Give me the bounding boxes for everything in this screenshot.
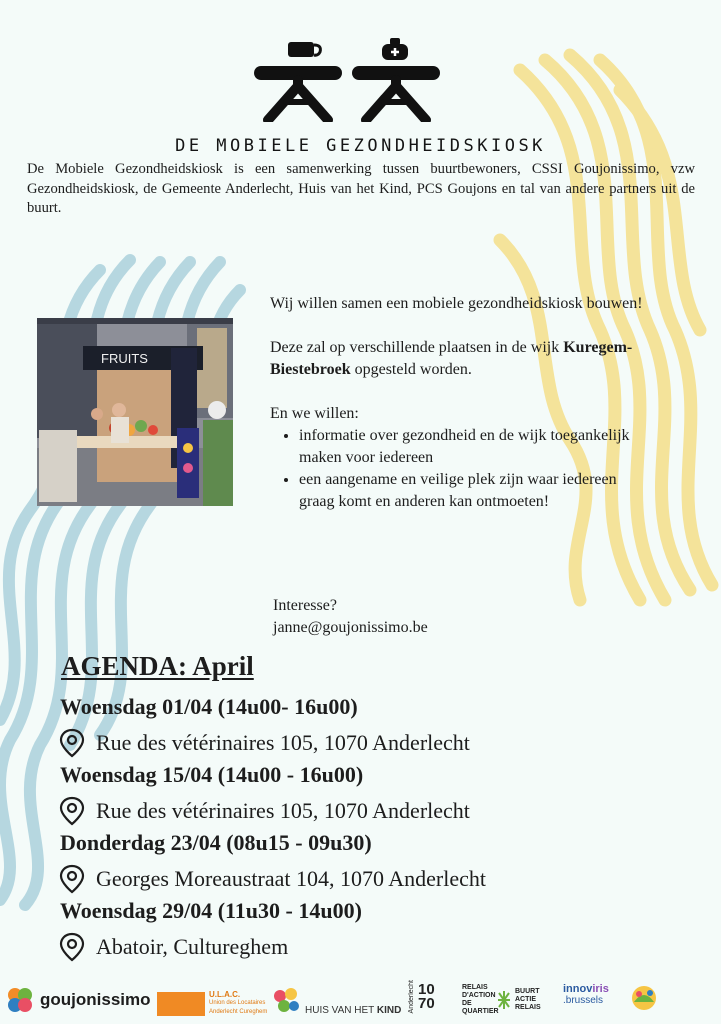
- huis-van-het-kind-text: [305, 1005, 401, 1016]
- agenda-item: [59, 898, 699, 966]
- agenda-date: Woensdag 29/04 (11u30 - 14u00): [60, 898, 362, 923]
- contact-email[interactable]: janne@goujonissimo.be: [273, 619, 428, 636]
- anderlecht-text: Anderlecht: [408, 980, 415, 1014]
- location-pin-icon: [59, 932, 85, 962]
- location-pin-icon: [59, 728, 85, 758]
- anderlecht-number: 1070: [418, 980, 435, 1012]
- iris-text: iris: [592, 983, 609, 995]
- interest-label: Interesse?: [273, 597, 337, 614]
- goal-item: • een aangename en veilige plek zijn waar iedereen graag komt en anderen kan ontmoeten!: [299, 469, 650, 513]
- relais-mark-icon: [496, 988, 512, 1012]
- innoviris-logo: [563, 984, 609, 1006]
- kiosk-photo: [37, 318, 233, 506]
- huis-van-het-kind-mark-icon: [270, 986, 302, 1016]
- kiosk-title: DE MOBIELE GEZONDHEIDSKIOSK: [175, 136, 546, 156]
- agenda-item: [59, 830, 699, 898]
- agenda-location-text: Georges Moreaustraat 104, 1070 Anderlecht: [96, 866, 486, 891]
- innov-text: innov: [563, 983, 593, 995]
- body-p2-start: Deze zal op verschillende plaatsen in de wijk: [270, 339, 564, 356]
- body-p3: En we willen:: [270, 405, 359, 422]
- intro-paragraph: De Mobiele Gezondheidskiosk is een samenwerking tussen buurtbewoners, CSSI Goujonissimo, vzw Gezondheidskiosk, de Gemeente Anderlecht, Huis van het Kind, PCS Goujons en tal van andere partners uit de buurt.: [27, 161, 695, 216]
- agenda-location: [59, 728, 470, 758]
- ulac-mark-icon: [157, 992, 205, 1016]
- agenda-location: [59, 864, 486, 894]
- agenda-date: Donderdag 23/04 (08u15 - 09u30): [60, 830, 372, 855]
- location-pin-icon: [59, 864, 85, 894]
- photo-sign: FRUITS: [101, 351, 148, 366]
- agenda-item: [59, 694, 699, 762]
- kind-text: KIND: [376, 1004, 402, 1016]
- ulac-subtitle: Union des Locataires Anderlecht Cureghem: [209, 1000, 268, 1015]
- agenda-location: [59, 796, 470, 826]
- kiosk-logo: [252, 36, 442, 122]
- anderlecht-logo: [408, 980, 440, 1013]
- agenda-date: Woensdag 01/04 (14u00- 16u00): [60, 694, 358, 719]
- ulac-logo: [157, 990, 271, 1017]
- brussels-text: .brussels: [563, 995, 604, 1006]
- relais-text: RELAIS D'ACTION DE QUARTIER: [462, 984, 499, 1015]
- location-pin-icon: [59, 796, 85, 826]
- goujonissimo-text: goujonissimo: [40, 990, 151, 1009]
- goal-item: • informatie over gezondheid en de wijk toegankelijk maken voor iedereen: [299, 425, 650, 469]
- agenda-list: [59, 694, 699, 966]
- neighbourhood-name: Kuregem-Biestebroek: [270, 339, 633, 378]
- agenda-location-text: Rue des vétérinaires 105, 1070 Anderlecht: [96, 730, 470, 755]
- goujonissimo-logo: [6, 986, 151, 1014]
- body-text: [270, 293, 650, 513]
- contact-block: [273, 595, 428, 639]
- partner-emblem-icon: [626, 984, 662, 1012]
- agenda-location-text: Abatoir, Cultureghem: [96, 934, 289, 959]
- agenda-location: [59, 932, 288, 962]
- agenda-title: AGENDA: April: [61, 651, 254, 681]
- body-p2-end: opgesteld worden.: [350, 361, 472, 378]
- huis-van-het-kind-logo: [270, 986, 401, 1016]
- buurt-text: BUURT ACTIE RELAIS: [515, 988, 541, 1011]
- ulac-title: U.L.A.C.: [209, 990, 241, 999]
- relais-action-logo: [462, 984, 549, 1016]
- partner-logos: [0, 976, 721, 1024]
- goujonissimo-mark-icon: [6, 986, 34, 1014]
- agenda-date: Woensdag 15/04 (14u00 - 16u00): [60, 762, 364, 787]
- body-p1: Wij willen samen een mobiele gezondheidskiosk bouwen!: [270, 295, 643, 312]
- goals-list: [270, 425, 650, 513]
- huis-text: HUIS VAN HET: [305, 1004, 377, 1016]
- agenda-item: [59, 762, 699, 830]
- body-p2: [270, 337, 650, 381]
- agenda-location-text: Rue des vétérinaires 105, 1070 Anderlecht: [96, 798, 470, 823]
